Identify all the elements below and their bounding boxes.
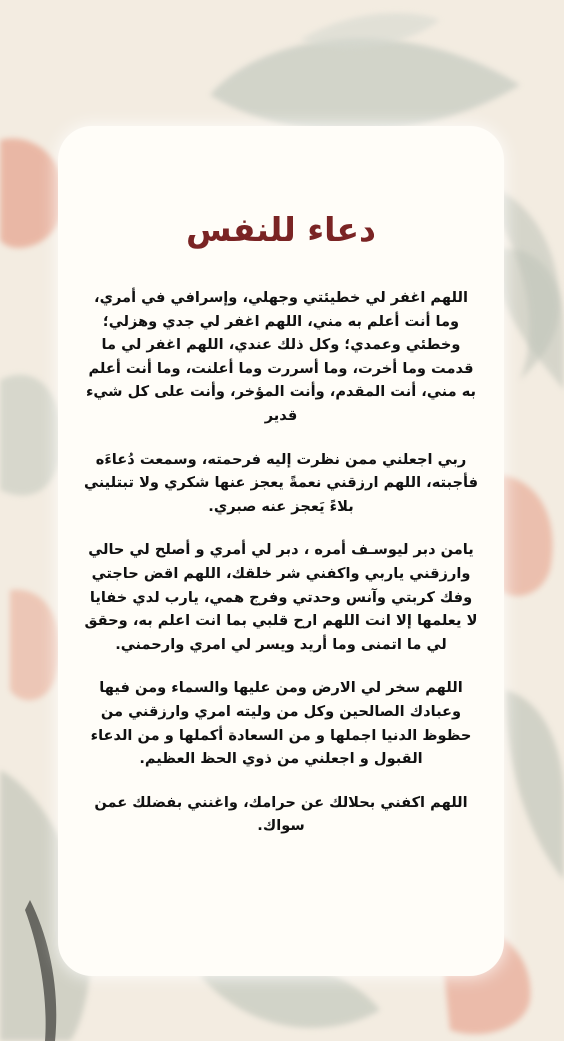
prayer-paragraphs — [82, 286, 480, 838]
peach-petal-left-mid — [10, 590, 60, 701]
prayer-paragraph-1: اللهم اغفر لي خطيئتي وجهلي، وإسرافي في أمري، وما أنت أعلم به مني، اللهم اغفر لي جدي وهزلي؛ وخطئي وعمدي؛ وكل ذلك عندي، اللهم اغفر لي ما قدمت وما أخرت، وما أسررت وما أعلنت، وما أنت أعلم به مني، أنت المقدم، وأنت المؤخر، وأنت على كل شيء قدير — [85, 289, 477, 424]
prayer-card — [58, 126, 504, 976]
prayer-paragraph-3: يامن دبر ليوسـف أمره ، دبر لي أمري و أصلح لي حالي وارزقني ياربي واكفني شر خلقك، اللهم اقض حاجتي وفك كربتي وآنس وحدتي وفرج همي، يارب لدي خفايا لا يعلمها إلا انت اللهم ارح قلبي بما انت اعلم به، وحقق لي ما اتمنى وما أريد ويسر لي امري وارحمني. — [84, 541, 478, 653]
prayer-paragraph-5: اللهم اكفني بحلالك عن حرامك، واغنني بفضلك عمن سواك. — [94, 793, 468, 835]
leaf-right-lower — [505, 690, 564, 880]
leaf-top-small — [300, 13, 440, 48]
leaf-top — [210, 39, 520, 132]
peach-petal-right — [500, 475, 553, 596]
card-title: دعاء للنفس — [186, 210, 376, 249]
peach-petal-left-top — [0, 138, 65, 248]
prayer-paragraph-2: ربي اجعلني ممن نظرت إليه فرحمته، وسمعت دُعاءَه فأجبته، اللهم ارزقني نعمةً يعجز عنها شكري ولا تبتليني بلاءً يَعجز عنه صبري. — [83, 450, 479, 515]
leaf-left-mid — [0, 375, 62, 496]
prayer-paragraph-4: اللهم سخر لي الارض ومن عليها والسماء ومن فيها وعبادك الصالحين وكل من وليته امري وارزقني من حظوظ الدنيا اجملها و من السعادة أكملها و من الدعاء القبول و اجعلني من ذوي الحظ العظيم. — [90, 679, 472, 768]
